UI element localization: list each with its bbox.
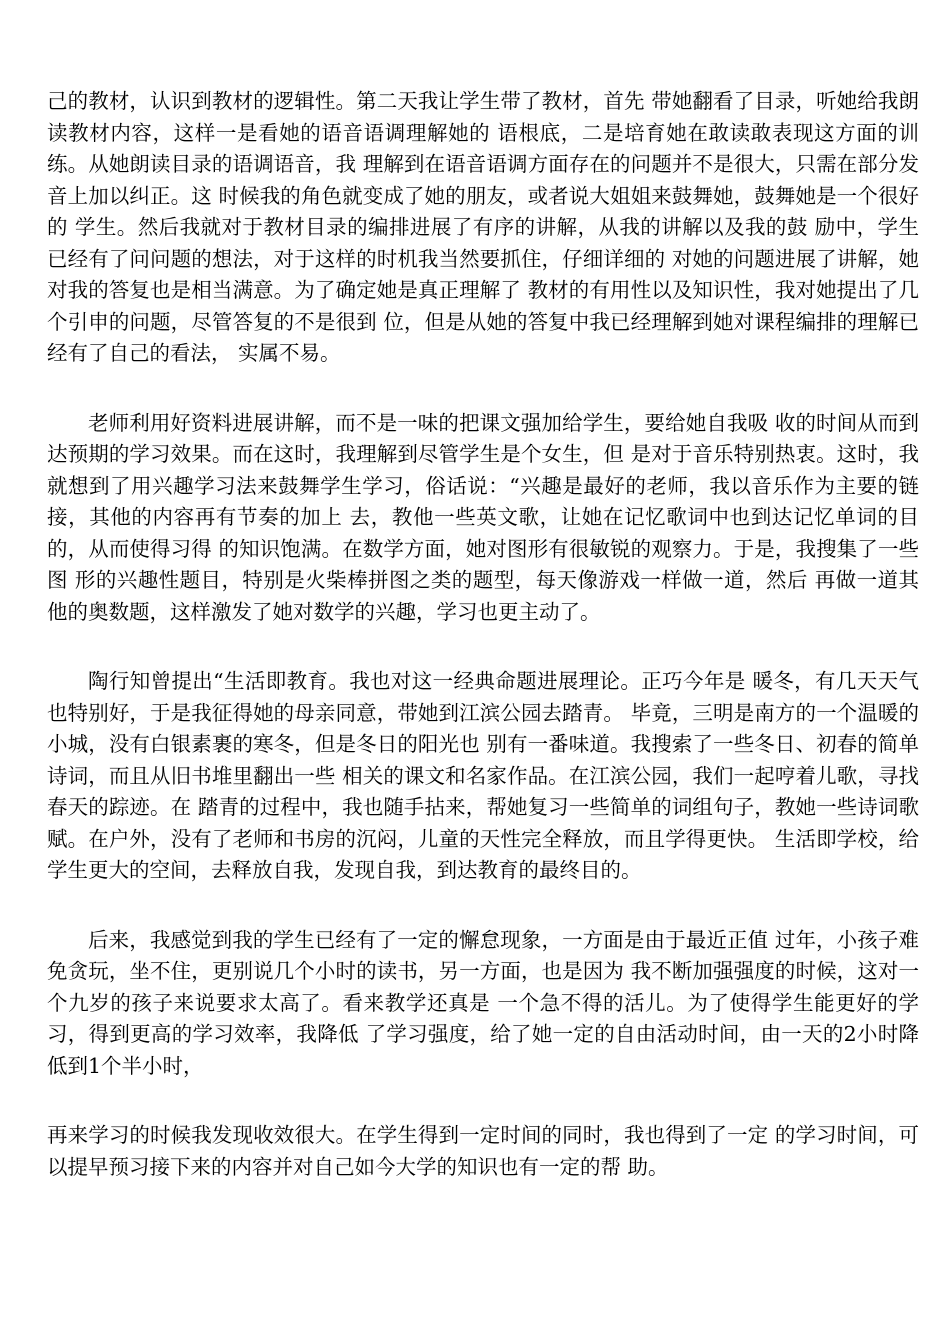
paragraph-4: 后来，我感觉到我的学生已经有了一定的懈怠现象，一方面是由于最近正值 过年，小孩子难免贪玩，坐不住，更别说几个小时的读书，另一方面，也是因为 我不断加强强度的时候，这对一个九岁的孩子来说要求太高了。看来教学还真是 一个急不得的活儿。为了使得学生能更好的学习，得到更高的学习效率，我降低 了学习强度，给了她一定的自由活动时间，由一天的2小时降低到1个半小时， (47, 927, 919, 1078)
paragraph-2: 老师利用好资料进展讲解，而不是一味的把课文强加给学生，要给她自我吸 收的时间从而到达预期的学习效果。而在这时，我理解到尽管学生是个女生，但 是对于音乐特别热衷。这时，我就想到了用兴趣学习法来鼓舞学生学习，俗话说：“兴趣是最好的老师，我以音乐作为主要的链接，其他的内容再有节奏的加上 去，教他一些英文歌，让她在记忆歌词中也到达记忆单词的目的，从而使得习得 的知识饱满。在数学方面，她对图形有很敏锐的观察力。于是，我搜集了一些图 形的兴趣性题目，特别是火柴棒拼图之类的题型，每天像游戏一样做一道，然后 再做一道其他的奥数题，这样激发了她对数学的兴趣，学习也更主动了。 (47, 410, 919, 624)
document-page (47, 86, 919, 1221)
paragraph-3: 陶行知曾提出“生活即教育。我也对这一经典命题进展理论。正巧今年是 暖冬，有几天天气也特别好，于是我征得她的母亲同意，带她到江滨公园去踏青。 毕竟，三明是南方的一个温暖的小城，没有白银素裹的寒冬，但是冬日的阳光也 别有一番味道。我搜索了一些冬日、初春的简单诗词，而且从旧书堆里翻出一些 相关的课文和名家作品。在江滨公园，我们一起哼着儿歌，寻找春天的踪迹。在 踏青的过程中，我也随手拈来，帮她复习一些简单的词组句子，教她一些诗词歌 赋。在户外，没有了老师和书房的沉闷，儿童的天性完全释放，而且学得更快。 生活即学校，给学生更大的空间，去释放自我，发现自我，到达教育的最终目的。 (47, 669, 919, 882)
paragraph-1: 己的教材，认识到教材的逻辑性。第二天我让学生带了教材，首先 带她翻看了目录，听她给我朗读教材内容，这样一是看她的语音语调理解她的 语根底，二是培育她在敢读敢表现这方面的训练。从她朗读目录的语调语音，我 理解到在语音语调方面存在的问题并不是很大，只需在部分发音上加以纠正。这 时候我的角色就变成了她的朋友，或者说大姐姐来鼓舞她，鼓舞她是一个很好的 学生。然后我就对于教材目录的编排进展了有序的讲解，从我的讲解以及我的鼓 励中，学生已经有了问问题的想法，对于这样的时机我当然要抓住，仔细详细的 对她的问题进展了讲解，她对我的答复也是相当满意。为了确定她是真正理解了 教材的有用性以及知识性，我对她提出了几个引申的问题，尽管答复的不是很到 位，但是从她的答复中我已经理解到她对课程编排的理解已经有了自己的看法， 实属不易。 (47, 89, 919, 365)
paragraph-5: 再来学习的时候我发现收效很大。在学生得到一定时间的同时，我也得到了一定 的学习时间，可以提早预习接下来的内容并对自己如今大学的知识也有一定的帮 助。 (47, 1123, 919, 1179)
